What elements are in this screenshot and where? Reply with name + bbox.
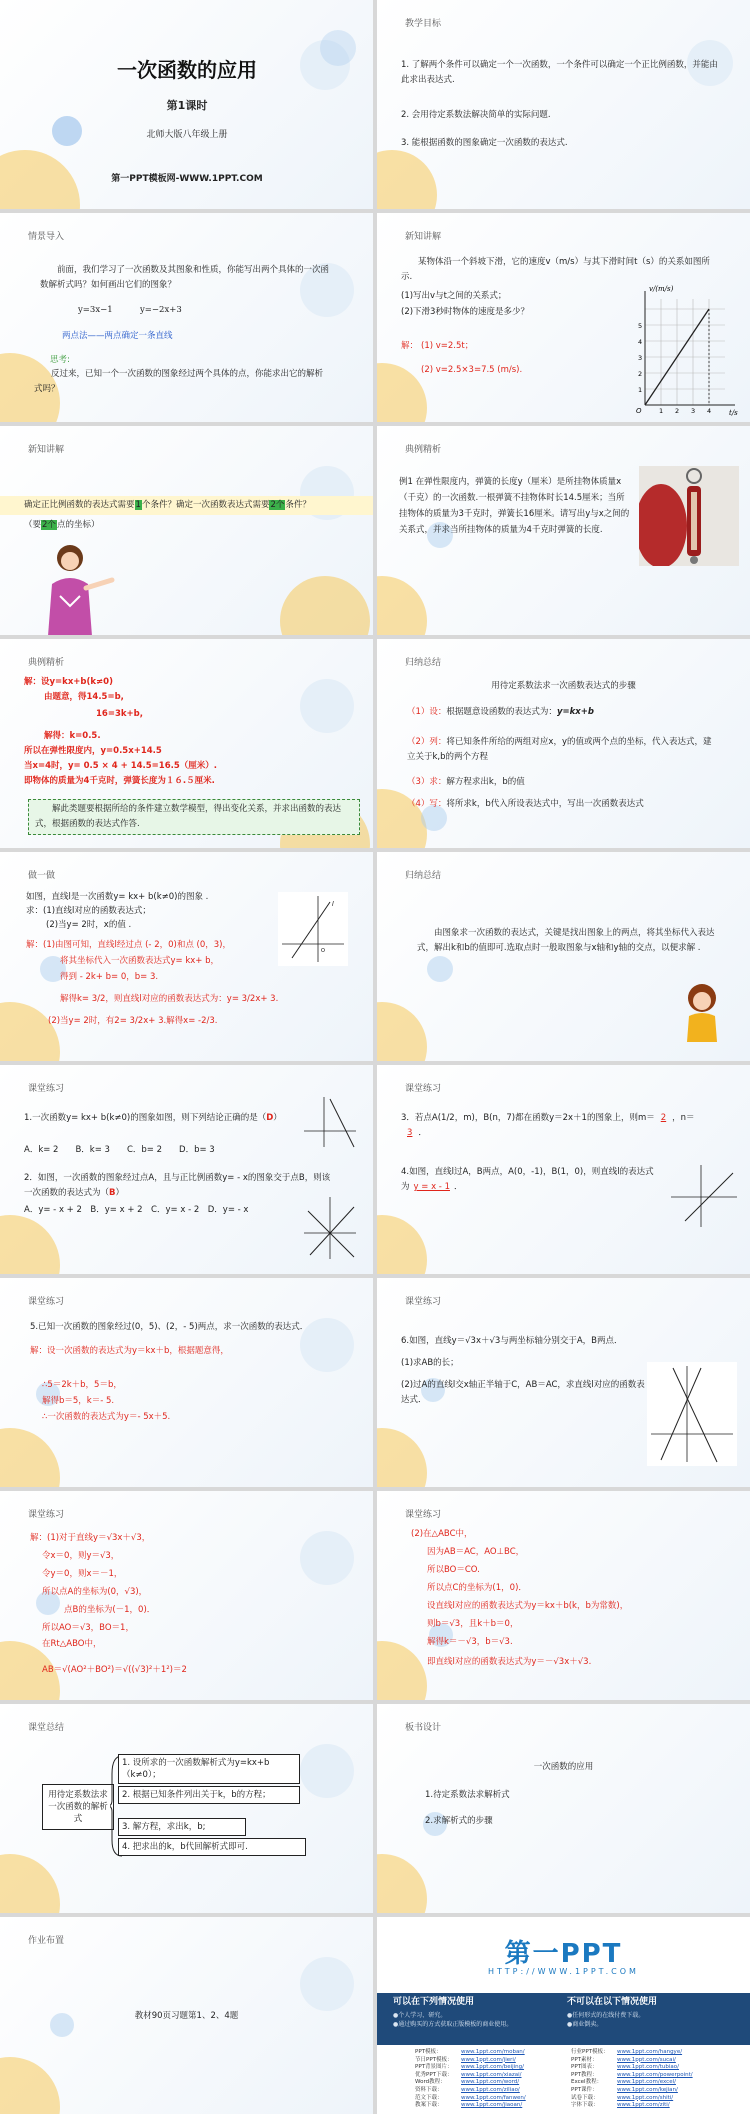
resource-link[interactable]: www.1ppt.com/ziti/ bbox=[617, 2102, 670, 2109]
resource-link[interactable]: www.1ppt.com/kejian/ bbox=[617, 2086, 678, 2093]
objective-3: 3. 能根据函数的图象确定一次函数的表达式. bbox=[401, 138, 568, 148]
svg-text:l: l bbox=[332, 901, 334, 908]
resource-link-label: PPT图表： bbox=[571, 2064, 598, 2071]
cannot-use-title: 不可以在以下情况使用 bbox=[567, 1997, 658, 2007]
resource-link-label: PPT课件： bbox=[571, 2086, 598, 2093]
resource-link[interactable]: www.1ppt.com/hangye/ bbox=[617, 2049, 683, 2055]
solution-line: 因为AB＝AC，AO⊥BC， bbox=[427, 1547, 525, 1557]
answer-two-points: 2个 bbox=[42, 520, 56, 530]
solution-line: 由题意，得14.5=b, bbox=[44, 692, 124, 702]
resource-link[interactable]: www.1ppt.com/word/ bbox=[461, 2079, 520, 2086]
svg-text:O: O bbox=[321, 948, 325, 954]
board-item-2: 2.求解析式的步骤 bbox=[425, 1816, 493, 1826]
question-4: 4.如图，直线l过A，B两点，A(0，-1)，B(1，0)，则直线l的表达式为 y = x - 1 ． bbox=[401, 1167, 654, 1192]
problem-text: 某物体沿一个斜坡下滑，它的速度v（m/s）与其下滑时间t（s）的关系如图所示. bbox=[401, 257, 710, 282]
question-6: 6.如图，直线y＝√3x＋√3与两坐标轴分别交于A，B两点． bbox=[401, 1336, 623, 1346]
question-1-graph bbox=[300, 1093, 360, 1151]
question-line-2: （要2个点的坐标） bbox=[24, 520, 100, 530]
resource-link[interactable]: www.1ppt.com/tubiao/ bbox=[617, 2064, 679, 2071]
summary-step-3: 3. 解方程，求出k，b; bbox=[118, 1818, 246, 1836]
solution-line: 16=3k+b, bbox=[96, 709, 143, 719]
resource-link-label: PPT教程： bbox=[571, 2071, 598, 2078]
slide-13-practice bbox=[0, 1278, 373, 1487]
resource-link[interactable]: www.1ppt.com/jieri/ bbox=[461, 2056, 516, 2063]
slide-20-brand bbox=[377, 1917, 750, 2114]
slide-header: 板书设计 bbox=[405, 1723, 442, 1733]
slide-header: 课堂总结 bbox=[28, 1723, 65, 1733]
resource-link[interactable]: www.1ppt.com/powerpoint/ bbox=[617, 2071, 693, 2078]
solution-line: (2)在△ABC中， bbox=[411, 1529, 473, 1539]
resource-link-row bbox=[415, 2079, 565, 2087]
solution-line: 设直线l对应的函数表达式为y＝kx＋b(k，b为常数)， bbox=[427, 1601, 629, 1611]
can-item: ●通过购买的方式获取正版模板的商业使用。 bbox=[393, 2021, 513, 2028]
slide-header: 课堂练习 bbox=[28, 1084, 65, 1094]
resource-link-label: 字体下载： bbox=[571, 2102, 599, 2109]
y-tick: 5 bbox=[638, 322, 643, 330]
resource-link-label: 节日PPT模板： bbox=[415, 2056, 453, 2063]
steps-title: 用待定系数法求一次函数表达式的步骤 bbox=[491, 681, 636, 691]
slide-18-board-design bbox=[377, 1704, 750, 1913]
summary-step-4: 4. 把求出的k，b代回解析式即可. bbox=[118, 1838, 306, 1856]
resource-link-label: PPT模板： bbox=[415, 2049, 442, 2055]
solution-line: 解得k＝－√3，b＝√3. bbox=[427, 1637, 513, 1647]
slide-header: 归纳总结 bbox=[405, 658, 442, 668]
equation-1: y=3x−1 bbox=[78, 305, 113, 315]
solution-line: 所以BO＝CO. bbox=[427, 1565, 480, 1575]
resource-link[interactable]: www.1ppt.com/beijing/ bbox=[461, 2064, 525, 2071]
slide-11-practice bbox=[0, 1065, 373, 1274]
slide-7-example-solution bbox=[0, 639, 373, 848]
question-1-options: A．k= 2 B．k= 3 C．b= 2 D．b= 3 bbox=[24, 1145, 215, 1155]
board-item-1: 1.待定系数法求解析式 bbox=[425, 1790, 510, 1800]
question-2-options: A．y= - x + 2 B．y= x + 2 C．y= x - 2 D．y= - x bbox=[24, 1205, 249, 1215]
slide-header: 课堂练习 bbox=[405, 1084, 442, 1094]
resource-link-label: 优秀PPT下载： bbox=[415, 2071, 453, 2078]
slide-header: 作业布置 bbox=[28, 1936, 65, 1946]
can-item: ●个人学习、研究。 bbox=[393, 2012, 447, 2019]
resource-link-label: 范文下载： bbox=[415, 2094, 443, 2101]
question-3: 3．若点A(1/2，m)，B(n，7)都在函数y＝2x＋1的图象上，则m＝ 2 ，n＝3 ． bbox=[401, 1113, 695, 1138]
answer-2: (2) v=2.5×3=7.5 (m/s). bbox=[421, 365, 523, 375]
solution-line: AB＝√(AO²＋BO²)＝√((√3)²＋1²)＝2 bbox=[42, 1665, 187, 1675]
slide-4-new-knowledge bbox=[377, 213, 750, 422]
brand-logo: 第一PPT bbox=[504, 1939, 623, 1969]
resource-link-label: Excel教程： bbox=[571, 2079, 603, 2086]
resource-link-label: PPT背景图片： bbox=[415, 2064, 453, 2071]
solution-line: 所以在弹性限度内，y=0.5x+14.5 bbox=[24, 746, 162, 756]
solution-line: 即物体的质量为4千克时，弹簧长度为１６.５厘米. bbox=[24, 776, 215, 786]
x-tick: 4 bbox=[707, 407, 712, 415]
slide-2-objectives bbox=[377, 0, 750, 209]
equation-2: y=−2x+3 bbox=[140, 305, 182, 315]
slide-5-new-knowledge bbox=[0, 426, 373, 635]
x-tick: 3 bbox=[691, 407, 696, 415]
slide-14-practice bbox=[377, 1278, 750, 1487]
question-2-graph bbox=[300, 1193, 360, 1263]
example-1-text: 例1 在弹性限度内，弹簧的长度y（厘米）是所挂物体质量x（千克）的一次函数.一根弹簧不挂物体时长14.5厘米；当所挂物体的质量为3千克时，弹簧长16厘米。请写出y与x之间的关系式，并求当所挂物体的质量为4千克时弹簧的长度. bbox=[399, 477, 630, 535]
answer-two: 2个 bbox=[270, 500, 285, 510]
origin-label: O bbox=[636, 407, 642, 415]
slide-header: 课堂练习 bbox=[405, 1297, 442, 1307]
solution-line: 解：(1)对于直线y＝√3x＋√3， bbox=[30, 1533, 151, 1543]
y-tick: 4 bbox=[638, 338, 643, 346]
y-tick: 3 bbox=[638, 354, 643, 362]
solution-line: 解：(1)由图可知，直线l经过点 (- 2，0)和点 (0，3)， bbox=[26, 940, 231, 950]
solution-line: 解得k= 3/2，则直线l对应的函数表达式为：y= 3/2x+ 3. bbox=[60, 994, 279, 1004]
line-l-graph bbox=[278, 892, 348, 966]
x-tick: 1 bbox=[659, 407, 664, 415]
solution-line: 令y＝0，则x＝－1， bbox=[42, 1569, 123, 1579]
resource-link-row bbox=[415, 2102, 565, 2110]
step-4: （4）写：将所求k，b代入所设表达式中，写出一次函数表达式 bbox=[407, 799, 644, 809]
slide-6-example bbox=[377, 426, 750, 635]
homework-text: 教材90页习题第1、2、4题 bbox=[134, 2011, 239, 2021]
summary-step-2: 2. 根据已知条件列出关于k，b的方程； bbox=[118, 1786, 300, 1804]
slide-12-practice bbox=[377, 1065, 750, 1274]
summary-box: 解此类题要根据所给的条件建立数学模型，得出变化关系，并求出函数的表达式，根据函数的表达式作答. bbox=[28, 799, 360, 835]
solution-line: 点B的坐标为(－1，0)． bbox=[64, 1605, 156, 1615]
slide-16-solution bbox=[377, 1491, 750, 1700]
slide-header: 教学目标 bbox=[405, 19, 442, 29]
slide-header: 新知讲解 bbox=[405, 232, 442, 242]
links-right bbox=[571, 2049, 741, 2110]
resource-link[interactable]: www.1ppt.com/excel/ bbox=[617, 2079, 676, 2086]
slide-3-intro bbox=[0, 213, 373, 422]
spring-scale-photo bbox=[639, 466, 739, 566]
question-2: (2)下滑3秒时物体的速度是多少？ bbox=[401, 307, 529, 317]
velocity-time-graph bbox=[625, 279, 745, 419]
question-6-part-2: (2)过A的直线l交x轴正半轴于C，AB＝AC，求直线l对应的函数表达式． bbox=[401, 1380, 645, 1405]
question-4-graph bbox=[667, 1161, 741, 1231]
resource-link-row bbox=[415, 2087, 565, 2095]
x-tick: 2 bbox=[675, 407, 680, 415]
slide-19-homework bbox=[0, 1917, 373, 2114]
solution-line: 在Rt△ABO中， bbox=[42, 1639, 102, 1649]
step-1: （1）设：根据题意设函数的表达式为：y=kx+b bbox=[407, 707, 594, 717]
step-3: （3）求：解方程求出k，b的值 bbox=[407, 777, 525, 787]
resource-link-label: Word教程： bbox=[415, 2079, 446, 2086]
solution-label: 解： bbox=[401, 341, 419, 351]
solution-line: 解：设一次函数的表达式为y＝kx＋b，根据题意得， bbox=[30, 1346, 229, 1356]
resource-link[interactable]: www.1ppt.com/shiti/ bbox=[617, 2094, 674, 2101]
resource-link[interactable]: www.1ppt.com/ziliao/ bbox=[461, 2086, 520, 2093]
resource-link[interactable]: www.1ppt.com/jiaoan/ bbox=[461, 2102, 523, 2109]
solution-line: 解：设y=kx+b(k≠0) bbox=[24, 677, 113, 687]
question-1: (1)写出v与t之间的关系式； bbox=[401, 291, 507, 301]
solution-line: 得到 - 2k+ b= 0，b= 3. bbox=[60, 972, 159, 982]
solution-line: 将其坐标代入一次函数表达式y= kx+ b， bbox=[60, 956, 220, 966]
question-2: 2．如图，一次函数的图象经过点A，且与正比例函数y= - x的图象交于点B，则该一次函数的表达式为（B） bbox=[24, 1173, 331, 1198]
solution-line: 解得：k=0.5. bbox=[44, 731, 101, 741]
slide-8-summary-steps bbox=[377, 639, 750, 848]
solution-line: 令x＝0，则y＝√3， bbox=[42, 1551, 120, 1561]
girl-illustration bbox=[677, 980, 727, 1046]
resource-link-row bbox=[571, 2102, 741, 2110]
intro-paragraph: 前面，我们学习了一次函数及其图象和性质，你能写出两个具体的一次函数解析式吗？如何画出它们的图象？ bbox=[40, 265, 330, 290]
objective-2: 2. 会用待定系数法解决简单的实际问题. bbox=[401, 110, 551, 120]
problem-line: (2)当y= 2时，x的值 . bbox=[46, 920, 132, 930]
resource-link-label: 资料下载： bbox=[415, 2086, 443, 2093]
resource-link-label: PPT素材： bbox=[571, 2056, 598, 2063]
objective-1: 1. 了解两个条件可以确定一个一次函数，一个条件可以确定一个正比例函数，并能由此求出表达式. bbox=[401, 60, 718, 85]
y-tick: 2 bbox=[638, 370, 643, 378]
question-5: 5.已知一次函数的图象经过(0，5)、(2，- 5)两点，求一次函数的表达式． bbox=[30, 1322, 309, 1332]
can-use-title: 可以在下列情况使用 bbox=[393, 1997, 475, 2007]
slide-header: 典例精析 bbox=[405, 445, 442, 455]
step-2: （2）列：将已知条件所给的两组对应x，y的值或两个点的坐标，代入表达式，建立关于k,b的两个方程 bbox=[407, 737, 712, 762]
slide-header: 课堂练习 bbox=[28, 1510, 65, 1520]
solution-line: 所以AO＝√3，BO＝1， bbox=[42, 1623, 134, 1633]
y-tick: 1 bbox=[638, 386, 643, 394]
answer-1: (1) v=2.5t； bbox=[421, 341, 474, 351]
question-line-1: 确定正比例函数的表达式需要1个条件？确定一次函数表达式需要2个条件？ bbox=[0, 496, 373, 515]
edition-label: 北师大版八年级上册 bbox=[146, 130, 228, 140]
summary-step-1: 1. 设所求的一次函数解析式为y=kx+b（k≠0）； bbox=[118, 1754, 300, 1784]
think-label: 思考: bbox=[50, 355, 70, 365]
reverse-question: 反过来，已知一个一次函数的图象经过两个具体的点，你能求出它的解析式吗？ bbox=[34, 369, 324, 394]
problem-line: 如图，直线l是一次函数y= kx+ b(k≠0)的图象 . bbox=[26, 892, 209, 902]
resource-link-row bbox=[571, 2049, 741, 2057]
lesson-label: 第1课时 bbox=[166, 99, 208, 112]
question-6-graph bbox=[647, 1362, 737, 1466]
brand-url: HTTP://WWW.1PPT.COM bbox=[488, 1967, 639, 1976]
solution-line: 即直线l对应的函数表达式为y＝－√3x＋√3. bbox=[427, 1657, 592, 1667]
solution-line: 解得b＝5，k＝- 5. bbox=[42, 1396, 115, 1406]
links-left bbox=[415, 2049, 565, 2110]
two-point-note: 两点法——两点确定一条直线 bbox=[62, 331, 173, 341]
resource-link[interactable]: www.1ppt.com/fanwen/ bbox=[461, 2094, 526, 2101]
answer-one: 1 bbox=[135, 500, 141, 510]
slide-header: 课堂练习 bbox=[28, 1297, 65, 1307]
slide-header: 课堂练习 bbox=[405, 1510, 442, 1520]
solution-line: 当x=4时，y= 0.5 × 4 + 14.5=16.5（厘米）. bbox=[24, 761, 217, 771]
solution-line: ∴一次函数的表达式为y＝- 5x＋5. bbox=[42, 1412, 171, 1422]
slide-header: 典例精析 bbox=[28, 658, 65, 668]
resource-link-row bbox=[571, 2064, 741, 2072]
resource-link[interactable]: www.1ppt.com/sucai/ bbox=[617, 2056, 676, 2063]
resource-link[interactable]: www.1ppt.com/xiazai/ bbox=[461, 2071, 522, 2078]
resource-link-row bbox=[571, 2079, 741, 2087]
question-6-part-1: (1)求AB的长； bbox=[401, 1358, 459, 1368]
cannot-item: ●任何形式的在线付费下载。 bbox=[567, 2012, 645, 2019]
slide-header: 新知讲解 bbox=[28, 445, 65, 455]
resource-link-row bbox=[571, 2087, 741, 2095]
site-label: 第一PPT模板网-WWW.1PPT.COM bbox=[111, 174, 263, 184]
slide-header: 归纳总结 bbox=[405, 871, 442, 881]
y-axis-label: v/(m/s) bbox=[649, 285, 674, 293]
resource-link-label: 教案下载： bbox=[415, 2102, 443, 2109]
solution-line: 则b＝√3，且k＋b＝0， bbox=[427, 1619, 519, 1629]
deck-title: 一次函数的应用 bbox=[117, 58, 257, 82]
solution-line: 所以点A的坐标为(0，√3)， bbox=[42, 1587, 148, 1597]
slide-9-try-it bbox=[0, 852, 373, 1061]
summary-left-box: 用待定系数法求一次函数的解析式 bbox=[42, 1784, 114, 1830]
board-title: 一次函数的应用 bbox=[533, 1762, 594, 1772]
slide-header: 情景导入 bbox=[28, 232, 65, 242]
resource-link-label: 试卷下载： bbox=[571, 2094, 599, 2101]
cannot-item: ●商业倒卖。 bbox=[567, 2021, 603, 2028]
slide-header: 做一做 bbox=[28, 871, 56, 881]
slide-10-summary bbox=[377, 852, 750, 1061]
question-1: 1.一次函数y= kx+ b(k≠0)的图象如图，则下列结论正确的是（D） bbox=[24, 1113, 282, 1123]
x-axis-label: t/s bbox=[729, 409, 738, 417]
usage-panel bbox=[377, 1993, 750, 2045]
slide-17-class-summary bbox=[0, 1704, 373, 1913]
problem-line: 求：(1)直线l对应的函数表达式； bbox=[26, 906, 151, 916]
resource-link[interactable]: www.1ppt.com/moban/ bbox=[461, 2049, 525, 2055]
slide-15-solution bbox=[0, 1491, 373, 1700]
teacher-illustration bbox=[30, 536, 120, 635]
solution-line: 所以点C的坐标为(1，0)． bbox=[427, 1583, 527, 1593]
slide-1-title bbox=[0, 0, 373, 209]
resource-link-label: 行业PPT模板： bbox=[571, 2049, 609, 2055]
resource-link-row bbox=[415, 2064, 565, 2072]
solution-line: ∴5＝2k＋b，5＝b， bbox=[42, 1380, 122, 1390]
resource-link-row bbox=[415, 2049, 565, 2057]
solution-line: (2)当y= 2时，有2= 3/2x+ 3.解得x= -2/3. bbox=[48, 1016, 218, 1026]
summary-paragraph: 由图象求一次函数的表达式，关键是找出图象上的两点，将其坐标代入表达式，解出k和b的值即可.选取点时一般取图象与x轴和y轴的交点，以便求解 . bbox=[417, 928, 715, 953]
